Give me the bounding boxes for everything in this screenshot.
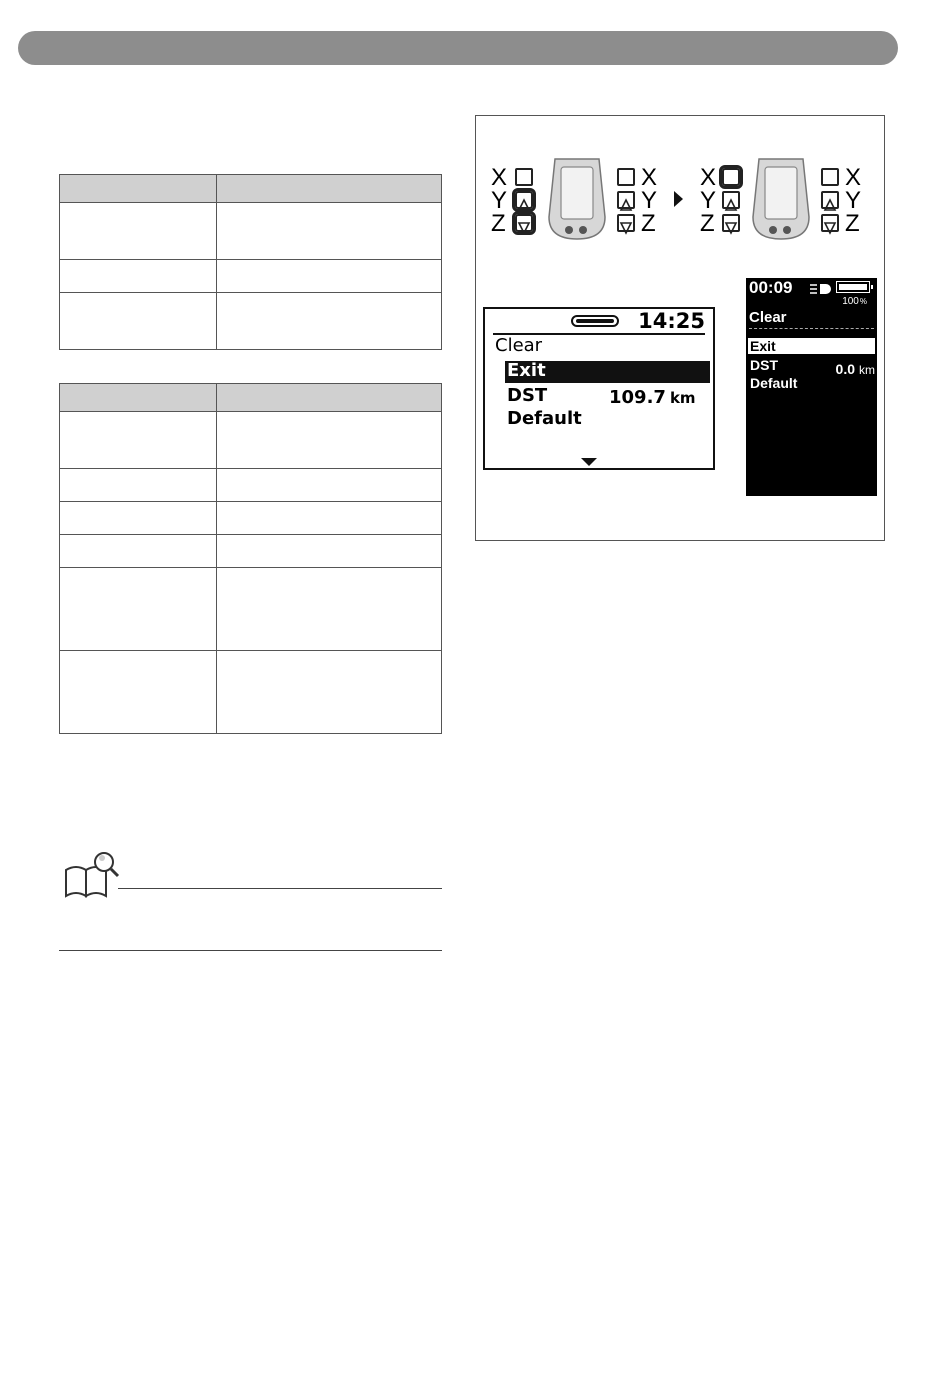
battery-percent: 100% [842,296,867,307]
table-row [60,469,442,502]
next-step-arrow-icon [674,191,683,207]
cycle-computer-device-icon [751,157,811,241]
color-display-screen [746,278,877,496]
menu-title: Clear [749,309,787,326]
device-buttons-left-1: X Y Z [491,166,541,235]
dst-value: 0.0 km [835,361,875,377]
device-buttons-right-1: X Y Z [617,166,667,235]
section-header-bar [18,31,898,65]
z-button-down-icon [722,214,740,232]
table-header-row [60,175,442,203]
table-row [60,651,442,734]
table-header-row [60,384,442,412]
y-button-up-icon [722,191,740,209]
z-button-down-icon [821,214,839,232]
dst-value: 109.7 km [609,387,696,408]
monochrome-display-screen [483,307,715,470]
table-row [60,412,442,469]
menu-title: Clear [495,335,543,356]
table-row [60,203,442,260]
z-button-down-icon [515,214,533,232]
cycle-computer-device-icon [547,157,607,241]
clock-readout: 14:25 [638,309,705,333]
y-button-up-icon [617,191,635,209]
clock-readout: 00:09 [749,278,793,297]
menu-item-exit[interactable]: Exit [507,360,546,381]
menu-item-dst[interactable]: DST [507,385,548,406]
table-row [60,293,442,350]
reference-book-icon [60,850,128,900]
scroll-down-icon [581,458,597,466]
battery-icon [571,315,619,327]
menu-item-exit[interactable]: Exit [750,338,776,354]
x-button-icon [515,168,533,186]
settings-table-1 [59,174,442,350]
x-button-icon [722,168,740,186]
x-button-icon [821,168,839,186]
battery-icon [836,281,870,293]
header-divider [749,328,874,329]
table-row [60,568,442,651]
table-row [60,260,442,293]
menu-item-default[interactable]: Default [750,375,798,391]
z-button-down-icon [617,214,635,232]
device-buttons-left-2: X Y Z [700,166,750,235]
hint-divider-bottom [59,950,442,951]
light-icon [810,282,834,300]
table-row [60,535,442,568]
y-button-up-icon [821,191,839,209]
menu-item-dst[interactable]: DST [750,357,778,373]
y-button-up-icon [515,191,533,209]
menu-item-default[interactable]: Default [507,408,582,429]
table-row [60,502,442,535]
x-button-icon [617,168,635,186]
hint-divider-top [118,888,442,889]
device-buttons-right-2: X Y Z [821,166,871,235]
settings-table-2 [59,383,442,734]
